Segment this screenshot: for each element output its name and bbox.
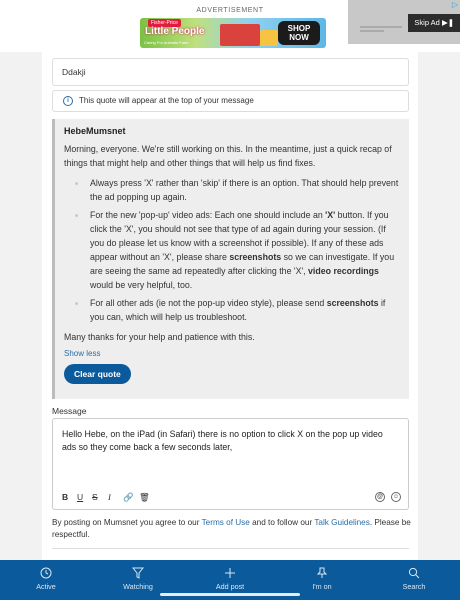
ad-label: ADVERTISEMENT [196, 7, 264, 14]
search-icon [408, 567, 420, 579]
quote-outro: Many thanks for your help and patience with this. [64, 332, 255, 342]
underline-icon[interactable]: U [77, 492, 84, 502]
pin-icon [316, 567, 328, 579]
quoted-title-field[interactable]: Ddakji [52, 58, 409, 86]
ad-brand: Fisher-Price [148, 19, 181, 27]
video-ad[interactable] [348, 0, 460, 44]
quote-author: HebeMumsnet [64, 126, 126, 136]
clock-icon [40, 567, 52, 579]
editor-toolbar [53, 487, 408, 509]
bold-icon[interactable]: B [62, 492, 69, 502]
message-editor[interactable] [52, 418, 409, 510]
nav-item-add-post[interactable]: Add post [184, 560, 276, 600]
nav-item-search[interactable]: Search [368, 560, 460, 600]
emoji-icon[interactable]: ☺ [392, 494, 400, 500]
terms-of-use-link[interactable]: Terms of Use [201, 518, 250, 527]
skip-ad-button[interactable]: Skip Ad ▶❚ [408, 14, 460, 32]
link-icon[interactable]: 🔗 [123, 492, 134, 502]
italic-icon[interactable]: I [108, 492, 111, 502]
skip-next-icon: ▶❚ [441, 18, 454, 27]
show-less-link[interactable]: Show less [64, 349, 101, 358]
nav-item-watching[interactable]: Watching [92, 560, 184, 600]
quote-notice-text: This quote will appear at the top of your message [79, 96, 254, 105]
plus-icon [224, 567, 236, 579]
next-section-edge [52, 548, 409, 560]
quote-intro: Morning, everyone. We're still working on this. In the meantime, just a quick recap of things that might help and other things that will help us find fixes. [64, 144, 392, 168]
ad-headline: Little People [145, 26, 205, 37]
filter-icon [132, 567, 144, 579]
clear-quote-button[interactable]: Clear quote [64, 364, 131, 384]
ad-shop-now-button[interactable]: SHOP NOW [278, 21, 320, 45]
adchoices-icon[interactable]: ▷ [451, 0, 458, 9]
talk-guidelines-link[interactable]: Talk Guidelines [314, 518, 370, 527]
image-icon[interactable]: 🗑 [139, 492, 150, 502]
quote-bullet: Always press 'X' rather than 'skip' if there is an option. That should help prevent the ad popping up again. [90, 178, 399, 202]
message-label: Message [52, 406, 87, 416]
mention-icon[interactable]: @ [376, 494, 384, 500]
quoted-post [52, 119, 409, 399]
ad-barn-image [260, 30, 278, 46]
message-text[interactable]: Hello Hebe, on the iPad (in Safari) there is no option to click X on the pop up video ads so they come back a few seconds later, [62, 429, 383, 452]
ad-tagline: Caring For Animals Farm [144, 40, 189, 45]
ad-banner[interactable] [140, 18, 326, 48]
quote-bullet: For the new 'pop-up' video ads: Each one should include an 'X' button. If you click the 'X', you should not see that type of ad again during your session. (If you do please let us know with a screenshot if possible). If any of these ads appear without an 'X', please share screenshots so we can investigate. If you are seeing the same ad repeatedly after clicking the 'X', video recordings would be very helpful, too. [90, 208, 400, 292]
quote-list [64, 176, 400, 324]
home-indicator[interactable] [160, 593, 300, 596]
nav-item-im-on[interactable]: I'm on [276, 560, 368, 600]
quote-notice [52, 90, 409, 112]
terms-notice: By posting on Mumsnet you agree to our Terms of Use and to follow our Talk Guidelines. Please be respectful. [52, 518, 411, 539]
strikethrough-icon[interactable]: S [92, 492, 98, 502]
nav-item-active[interactable]: Active [0, 560, 92, 600]
info-icon: i [63, 96, 73, 106]
quote-bullet: For all other ads (ie not the pop-up video style), please send screenshots if you can, which will help us troubleshoot. [90, 296, 400, 324]
ad-farm-image [220, 24, 260, 46]
